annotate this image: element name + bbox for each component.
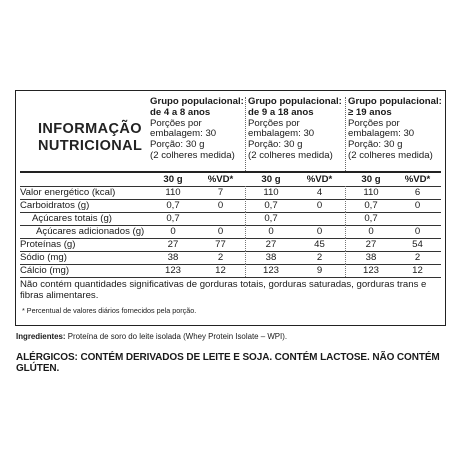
nutrient-dv: 6: [414, 187, 421, 198]
portion-line: Porção: 30 g: [150, 139, 205, 151]
group-title-line: de 9 a 18 anos: [248, 106, 314, 118]
group-divider: [345, 97, 346, 173]
nutrient-dv: 54: [412, 239, 423, 250]
nutrient-dv: 12: [412, 265, 423, 276]
col-header-dv: %VD*: [306, 174, 333, 185]
footer-text: Não contém quantidades significativas de gorduras totais, gorduras saturadas, gorduras trans e fibras alimentares.: [20, 279, 427, 302]
servings-line: Porções por: [348, 117, 400, 129]
nutrient-amount: 0: [268, 226, 274, 237]
servings-line: embalagem: 30: [150, 128, 217, 140]
group-divider: [345, 186, 346, 199]
nutrient-dv: 2: [316, 252, 323, 263]
group-title-line: de 4 a 8 anos: [150, 106, 211, 118]
nutrient-amount: 0,7: [166, 200, 180, 211]
nutrient-amount: 27: [365, 239, 377, 250]
group-divider: [245, 225, 246, 238]
nutrient-dv: 7: [217, 187, 224, 198]
group-divider: [245, 238, 246, 251]
nutrient-amount: 0: [170, 226, 176, 237]
nutrient-dv: 9: [316, 265, 323, 276]
group-divider: [245, 199, 246, 212]
col-header-dv: %VD*: [404, 174, 431, 185]
group-divider: [245, 264, 246, 277]
nutrient-dv: 0: [316, 200, 323, 211]
group-header-9-18: [248, 97, 344, 162]
group-divider: [245, 212, 246, 225]
nutrition-facts-table: [15, 90, 446, 326]
nutrient-dv: 2: [217, 252, 224, 263]
nutrient-dv: 2: [414, 252, 421, 263]
footnote: * Percentual de valores diários fornecidos pela porção.: [22, 306, 197, 315]
group-title-line: Grupo populacional:: [348, 96, 442, 107]
nutrient-amount: 0,7: [166, 213, 180, 224]
portion-line: (2 colheres medida): [150, 149, 235, 161]
nutrient-amount: 27: [265, 239, 277, 250]
nutrient-dv: 0: [316, 226, 323, 237]
nutrient-amount: 0,7: [364, 213, 378, 224]
nutrient-row: [20, 225, 441, 238]
nutrient-dv: 77: [215, 239, 226, 250]
nutrient-amount: 38: [167, 252, 179, 263]
group-divider: [345, 251, 346, 264]
ingredients-label: Ingredientes:: [16, 332, 66, 341]
title-line-1: INFORMAÇÃO: [38, 121, 142, 137]
group-divider: [245, 97, 246, 173]
nutrient-row: [20, 264, 441, 277]
ingredients: [16, 332, 287, 341]
nutrient-dv: 0: [414, 200, 421, 211]
nutrient-amount: 123: [362, 265, 379, 276]
col-header-dv: %VD*: [207, 174, 234, 185]
portion-line: Porção: 30 g: [248, 139, 303, 151]
group-title-line: Grupo populacional:: [248, 96, 342, 107]
nutrient-amount: 38: [365, 252, 377, 263]
servings-line: embalagem: 30: [248, 128, 315, 140]
allergens-statement: ALÉRGICOS: CONTÉM DERIVADOS DE LEITE E SOJA. CONTÉM LACTOSE. NÃO CONTÉM GLÚTEN.: [16, 352, 440, 374]
group-title-line: ≥ 19 anos: [348, 106, 392, 118]
group-divider: [345, 225, 346, 238]
nutrient-row: [20, 238, 441, 251]
group-header-19-plus: [348, 97, 444, 162]
nutrient-label: Valor energético (kcal): [20, 187, 116, 198]
group-divider: [245, 186, 246, 199]
portion-line: (2 colheres medida): [248, 149, 333, 161]
portion-line: (2 colheres medida): [348, 149, 433, 161]
nutrient-amount: 0,7: [364, 200, 378, 211]
nutrient-amount: 123: [164, 265, 181, 276]
portion-line: Porção: 30 g: [348, 139, 403, 151]
col-header-amount: 30 g: [163, 174, 183, 185]
group-divider: [245, 251, 246, 264]
table-title: [38, 121, 158, 155]
title-line-2: NUTRICIONAL: [38, 138, 143, 154]
nutrient-dv: 4: [316, 187, 323, 198]
servings-line: embalagem: 30: [348, 128, 415, 140]
group-title-line: Grupo populacional:: [150, 96, 244, 107]
servings-line: Porções por: [248, 117, 300, 129]
nutrient-label: Sódio (mg): [20, 252, 67, 263]
nutrient-label: Proteínas (g): [20, 239, 76, 250]
nutrient-amount: 0,7: [264, 200, 278, 211]
nutrient-label: Cálcio (mg): [20, 265, 70, 276]
nutrient-dv: 0: [414, 226, 421, 237]
nutrient-dv: 0: [217, 226, 224, 237]
group-divider: [345, 238, 346, 251]
col-header-amount: 30 g: [361, 174, 381, 185]
nutrient-label: Açúcares totais (g): [32, 213, 112, 224]
nutrient-amount: 110: [263, 187, 279, 198]
nutrient-amount: 0,7: [264, 213, 278, 224]
group-divider: [345, 199, 346, 212]
nutrient-row: [20, 251, 441, 264]
nutrient-amount: 123: [262, 265, 279, 276]
col-header-amount: 30 g: [261, 174, 281, 185]
nutrient-dv: 12: [215, 265, 226, 276]
nutrient-label: Açúcares adicionados (g): [36, 226, 145, 237]
nutrient-row: [20, 186, 441, 199]
nutrient-amount: 110: [363, 187, 379, 198]
group-header-4-8: [150, 97, 246, 162]
ingredients-text: Proteína de soro do leite isolada (Whey Protein Isolate – WPI).: [67, 332, 288, 341]
nutrient-amount: 0: [368, 226, 374, 237]
nutrient-label: Carboidratos (g): [20, 200, 90, 211]
servings-line: Porções por: [150, 117, 202, 129]
nutrient-dv: 45: [314, 239, 325, 250]
nutrient-row: [20, 212, 441, 225]
nutrient-amount: 110: [165, 187, 181, 198]
row-rule: [20, 277, 441, 278]
nutrient-amount: 38: [265, 252, 277, 263]
group-divider: [345, 264, 346, 277]
nutrient-amount: 27: [167, 239, 179, 250]
nutrient-row: [20, 199, 441, 212]
group-divider: [345, 212, 346, 225]
nutrient-dv: 0: [217, 200, 224, 211]
